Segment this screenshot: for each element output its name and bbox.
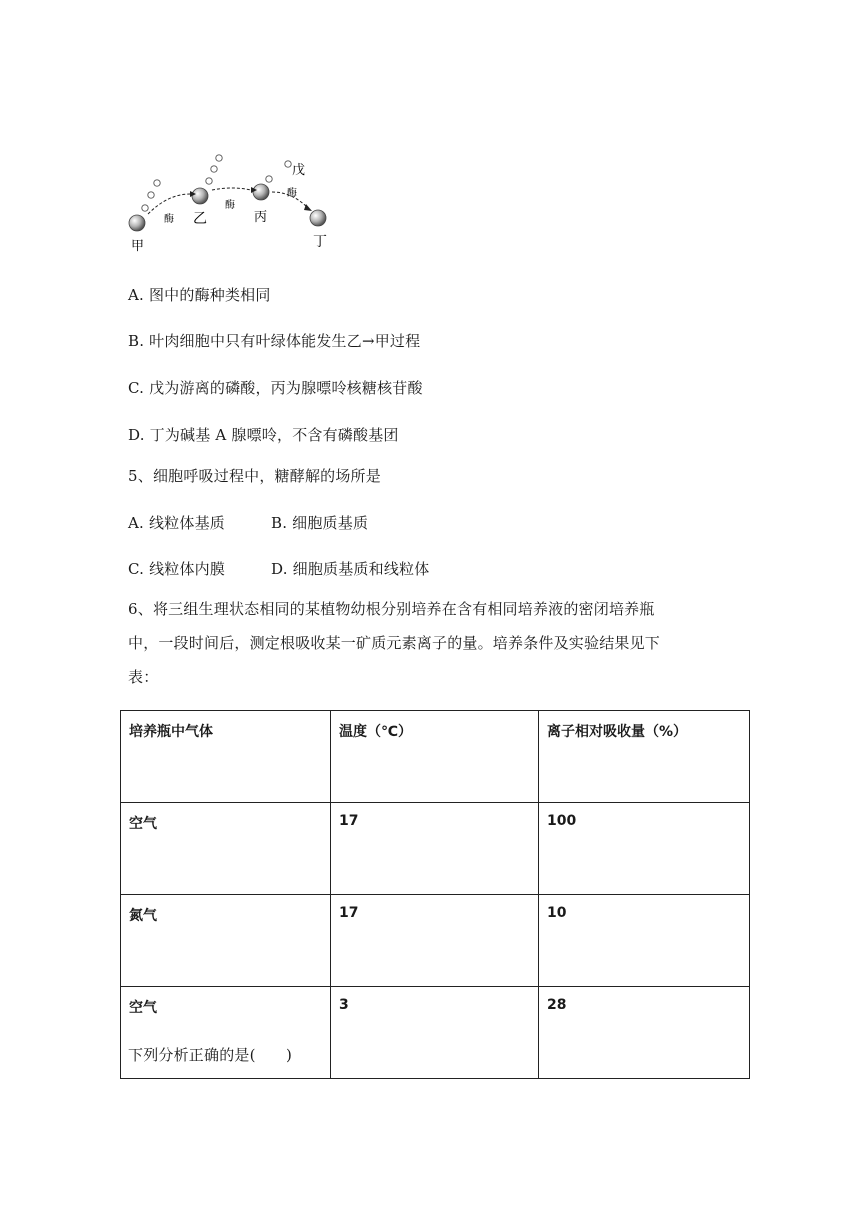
q5-stem: 5、细胞呼吸过程中，糖酵解的场所是 bbox=[128, 467, 381, 485]
table-row bbox=[121, 895, 750, 987]
q6-stem-line-2: 中，一段时间后，测定根吸收某一矿质元素离子的量。培养条件及实验结果见下 bbox=[128, 634, 661, 652]
table-cell: 28 bbox=[539, 987, 750, 1079]
table-cell: 100 bbox=[539, 803, 750, 895]
results-table bbox=[120, 710, 750, 1079]
q4-option-b: B. 叶肉细胞中只有叶绿体能发生乙→甲过程 bbox=[128, 332, 421, 350]
label-enzyme-1: 酶 bbox=[164, 214, 174, 225]
q6-stem-line-1: 6、将三组生理状态相同的某植物幼根分别培养在含有相同培养液的密闭培养瓶 bbox=[128, 600, 655, 618]
table-header-row bbox=[121, 711, 750, 803]
nucleotide-diagram bbox=[120, 150, 350, 260]
label-yi: 乙 bbox=[193, 211, 207, 227]
table-cell: 10 bbox=[539, 895, 750, 987]
table-cell: 氮气 bbox=[121, 895, 331, 987]
molecule-wu bbox=[285, 161, 291, 167]
q5-option-d: D. 细胞质基质和线粒体 bbox=[271, 560, 430, 578]
label-ding: 丁 bbox=[313, 234, 327, 250]
label-enzyme-2: 酶 bbox=[225, 200, 235, 211]
q5-option-b: B. 细胞质基质 bbox=[271, 514, 369, 532]
molecule-jia bbox=[129, 180, 160, 231]
q5-option-a: A. 线粒体基质 bbox=[128, 514, 225, 532]
molecule-bing bbox=[253, 176, 272, 200]
table-header-cell: 温度（℃） bbox=[331, 711, 539, 803]
table-cell: 17 bbox=[331, 895, 539, 987]
q6-stem-line-3: 表： bbox=[128, 668, 159, 686]
table-cell: 空气 bbox=[121, 803, 331, 895]
label-enzyme-3: 酶 bbox=[287, 188, 297, 199]
q4-option-d: D. 丁为碱基 A 腺嘌呤，不含有磷酸基团 bbox=[128, 426, 399, 444]
label-wu: 戊 bbox=[292, 163, 306, 178]
q4-option-a: A. 图中的酶种类相同 bbox=[128, 286, 271, 304]
label-bing: 丙 bbox=[254, 210, 268, 225]
table-header-cell: 培养瓶中气体 bbox=[121, 711, 331, 803]
molecule-yi bbox=[192, 155, 222, 204]
table-cell: 空气 bbox=[121, 987, 331, 1079]
table-row bbox=[121, 803, 750, 895]
table-header-cell: 离子相对吸收量（%） bbox=[539, 711, 750, 803]
q4-option-c: C. 戊为游离的磷酸，丙为腺嘌呤核糖核苷酸 bbox=[128, 379, 423, 397]
molecule-ding bbox=[310, 210, 326, 226]
table-cell: 3 bbox=[331, 987, 539, 1079]
label-jia: 甲 bbox=[131, 239, 145, 254]
q6-prompt: 下列分析正确的是( ) bbox=[128, 1046, 293, 1064]
q5-option-c: C. 线粒体内膜 bbox=[128, 560, 226, 578]
table-cell: 17 bbox=[331, 803, 539, 895]
